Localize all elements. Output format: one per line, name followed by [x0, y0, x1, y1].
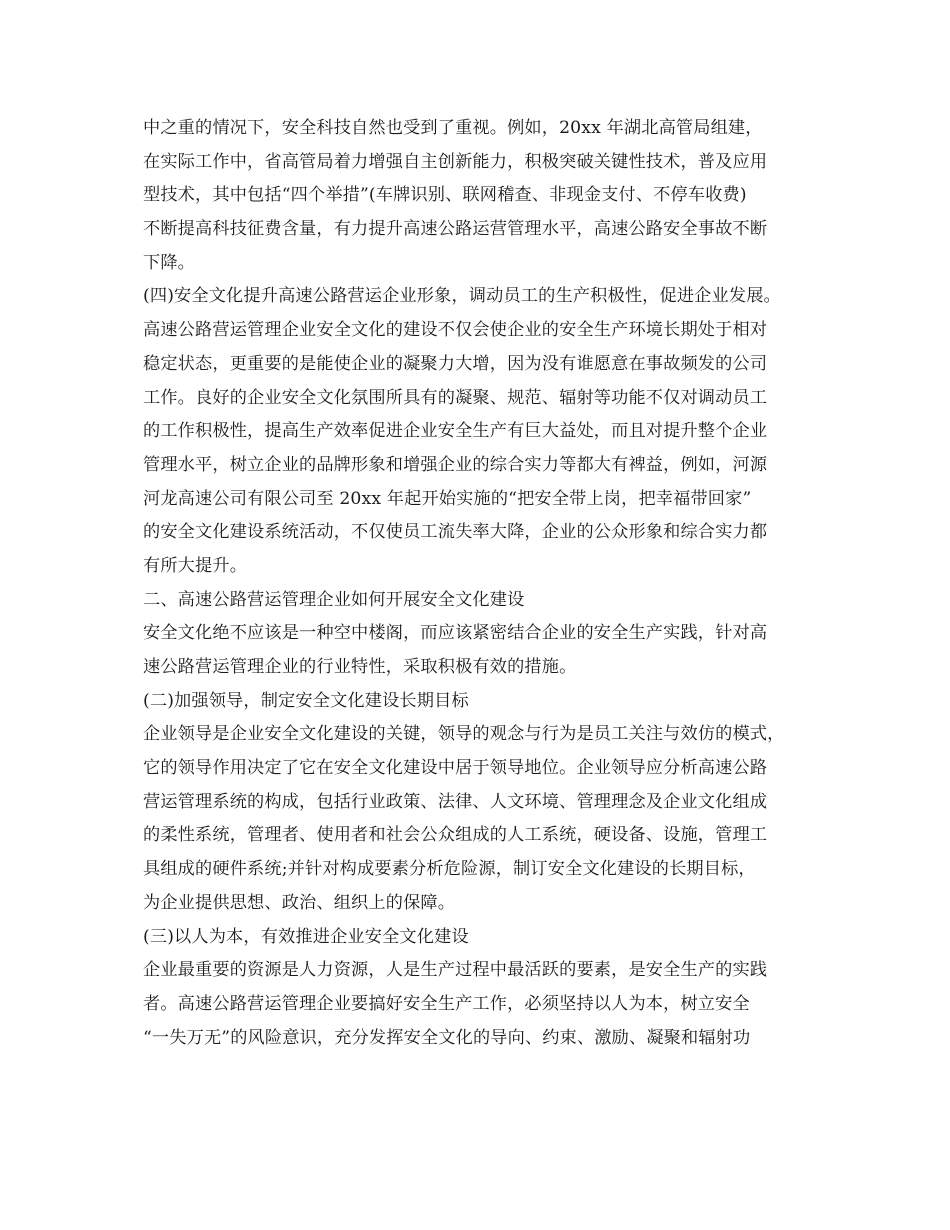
text-line: 企业最重要的资源是人力资源，人是生产过程中最活跃的要素，是安全生产的实践 [143, 960, 768, 981]
section-heading: 二、高速公路营运管理企业如何开展安全文化建设 [143, 589, 525, 610]
text-line: 工作。良好的企业安全文化氛围所具有的凝聚、规范、辐射等功能不仅对调动员工 [143, 387, 768, 408]
text-line: 中之重的情况下，安全科技自然也受到了重视。例如，20xx 年湖北高管局组建， [143, 118, 763, 138]
text-line: 不断提高科技征费含量，有力提升高速公路运营管理水平，高速公路安全事故不断 [143, 219, 768, 240]
text-line: 营运管理系统的构成，包括行业政策、法律、人文环境、管理理念及企业文化组成 [143, 791, 768, 812]
text-line: 速公路营运管理企业的行业特性，采取积极有效的措施。 [143, 657, 577, 677]
text-line: 高速公路营运管理企业安全文化的建设不仅会使企业的安全生产环境长期处于相对 [143, 320, 768, 341]
text-line: 河龙高速公司有限公司至 20xx 年起开始实施的“把安全带上岗，把幸福带回家” [143, 488, 752, 509]
text-line: 稳定状态，更重要的是能使企业的凝聚力大增，因为没有谁愿意在事故频发的公司 [143, 353, 768, 374]
text-line: 型技术，其中包括“四个举措”(车牌识别、联网稽查、非现金支付、不停车收费) [143, 185, 747, 206]
text-line: 的工作积极性，提高生产效率促进企业安全生产有巨大益处，而且对提升整个企业 [143, 421, 768, 442]
section-heading: (三)以人为本，有效推进企业安全文化建设 [143, 926, 469, 947]
text-line: 有所大提升。 [143, 555, 248, 576]
text-line: 管理水平，树立企业的品牌形象和增强企业的综合实力等都大有裨益，例如，河源 [143, 454, 768, 475]
text-line: 企业领导是企业安全文化建设的关键，领导的观念与行为是员工关注与效仿的模式， [143, 724, 785, 745]
text-line: 的安全文化建设系统活动，不仅使员工流失率大降，企业的公众形象和综合实力都 [143, 522, 768, 543]
document-body [143, 112, 843, 1055]
text-line: “一失万无”的风险意识，充分发挥安全文化的导向、约束、激励、凝聚和辐射功 [143, 1027, 751, 1048]
text-line: 具组成的硬件系统;并针对构成要素分析危险源，制订安全文化建设的长期目标， [143, 859, 756, 880]
text-line: 下降。 [143, 252, 196, 273]
text-line: 的柔性系统，管理者、使用者和社会公众组成的人工系统，硬设备、设施，管理工 [143, 825, 768, 846]
text-line: 它的领导作用决定了它在安全文化建设中居于领导地位。企业领导应分析高速公路 [143, 758, 768, 779]
text-line: 者。高速公路营运管理企业要搞好安全生产工作，必须坚持以人为本，树立安全 [143, 993, 750, 1014]
text-line: 在实际工作中，省高管局着力增强自主创新能力，积极突破关键性技术，普及应用 [143, 151, 768, 172]
text-line: 安全文化绝不应该是一种空中楼阁，而应该紧密结合企业的安全生产实践，针对高 [143, 623, 768, 644]
section-heading: (二)加强领导，制定安全文化建设长期目标 [143, 690, 469, 711]
text-line: 为企业提供思想、政治、组织上的保障。 [143, 892, 456, 913]
section-heading: (四)安全文化提升高速公路营运企业形象，调动员工的生产积极性，促进企业发展。 [143, 286, 781, 307]
